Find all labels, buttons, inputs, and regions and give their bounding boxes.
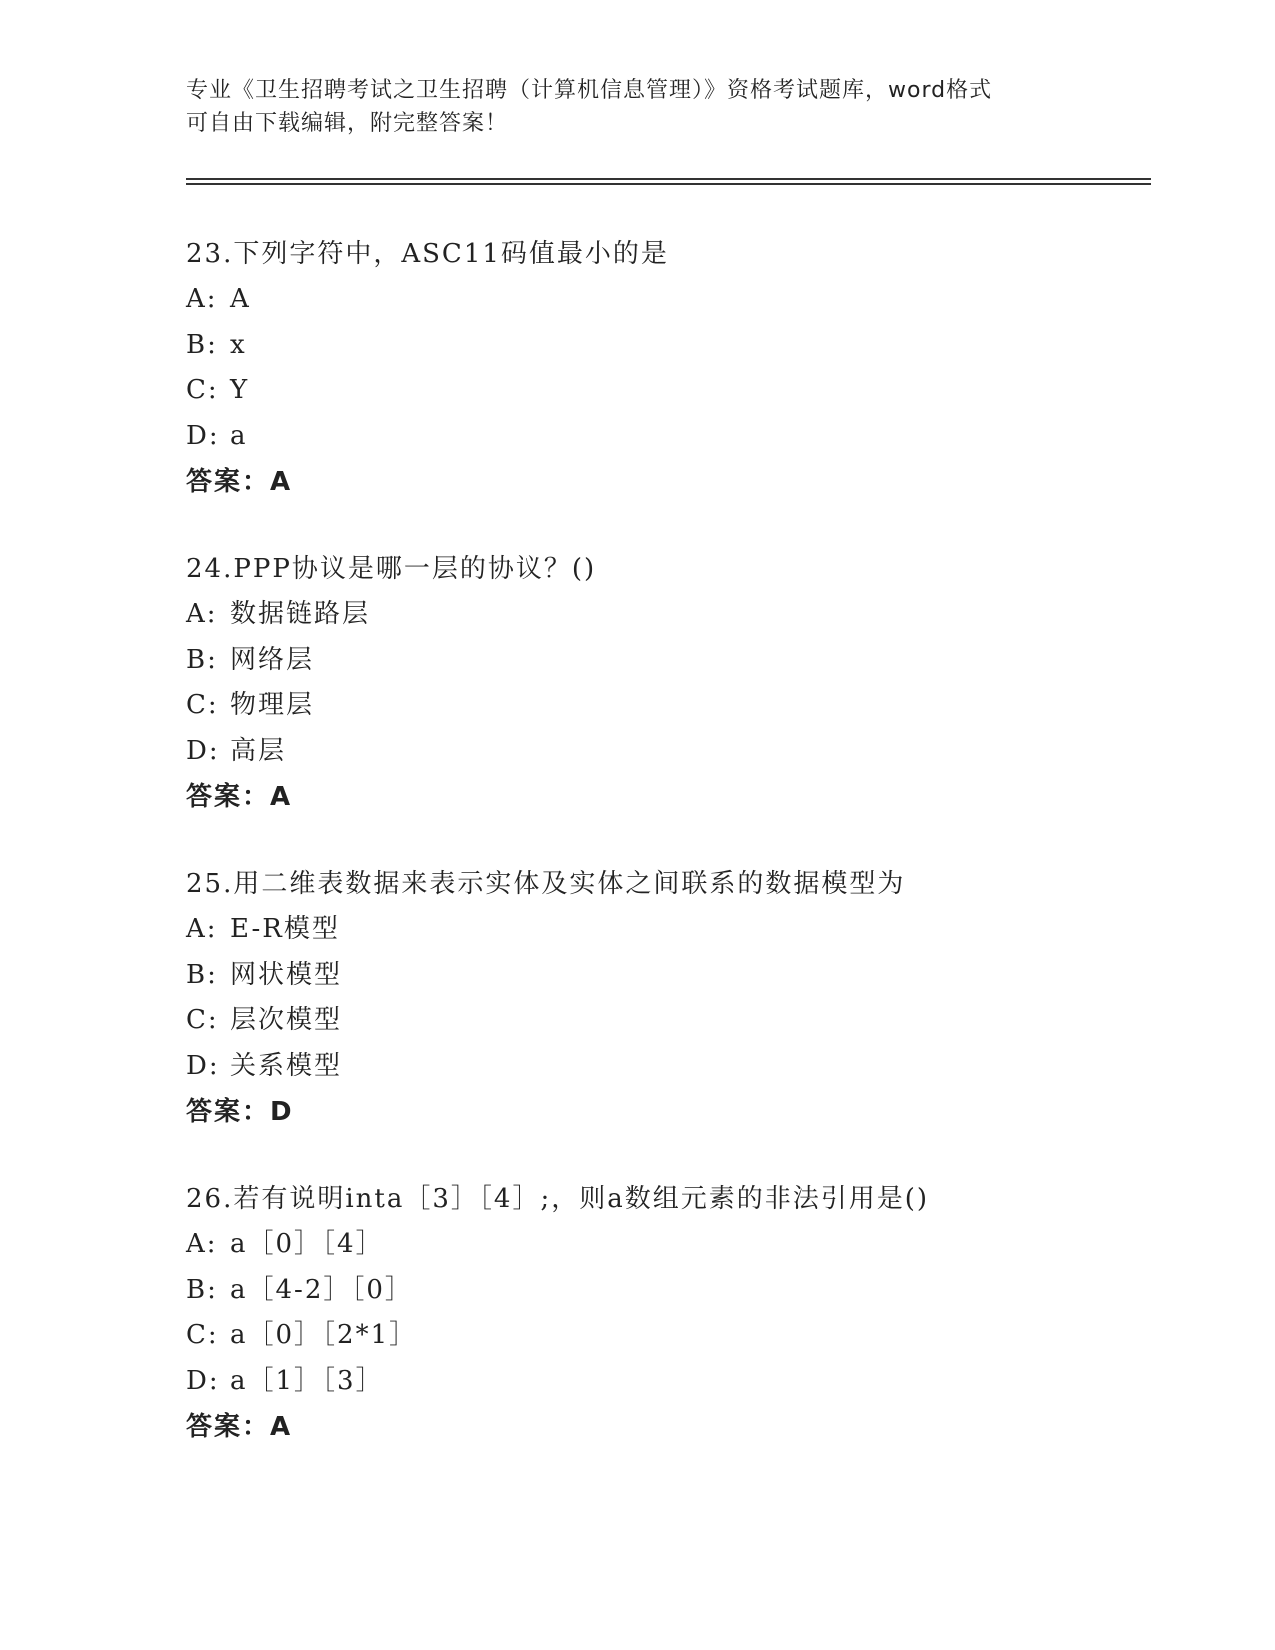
option-letter: D:: [186, 420, 220, 451]
header-divider-top: [186, 178, 1151, 180]
option-letter: D:: [186, 1050, 220, 1081]
option-letter: B:: [186, 644, 218, 675]
option-letter: D:: [186, 1365, 220, 1396]
answer-label: 答案：A: [186, 782, 293, 812]
option-text: 网络层: [230, 644, 315, 675]
option-text: E-R模型: [230, 914, 340, 944]
option-letter: B:: [186, 959, 218, 990]
answer-label: 答案：A: [186, 467, 293, 497]
option-c: [186, 1313, 1146, 1359]
option-letter: A:: [186, 914, 218, 944]
option-letter: C:: [186, 1005, 219, 1035]
option-text: a［0］［2*1］: [230, 1320, 418, 1350]
option-c: [186, 998, 1146, 1044]
option-text: a: [230, 420, 248, 451]
header-line-2: 可自由下载编辑，附完整答案！: [186, 111, 509, 136]
option-text: x: [230, 329, 247, 360]
option-letter: A:: [186, 284, 218, 314]
option-c: [186, 683, 1146, 729]
option-text: a［1］［3］: [230, 1365, 384, 1396]
question-stem: 24.PPP协议是哪一层的协议？(): [186, 554, 597, 584]
answer-label: 答案：A: [186, 1412, 293, 1442]
question-stem: 23.下列字符中，ASC11码值最小的是: [186, 239, 669, 269]
option-text: 高层: [230, 735, 287, 766]
option-letter: A:: [186, 1229, 218, 1259]
option-letter: B:: [186, 329, 218, 360]
option-a: [186, 277, 1146, 323]
option-text: 物理层: [230, 690, 315, 720]
option-b: [186, 638, 1146, 684]
option-c: [186, 368, 1146, 414]
header-line-1: 专业《卫生招聘考试之卫生招聘（计算机信息管理）》资格考试题库，word格式: [186, 78, 993, 103]
option-letter: C:: [186, 375, 219, 405]
option-text: A: [230, 284, 251, 314]
option-b: [186, 953, 1146, 999]
question-stem: 26.若有说明inta［3］［4］;，则a数组元素的非法引用是(): [186, 1184, 929, 1214]
option-letter: D:: [186, 735, 220, 766]
option-letter: C:: [186, 690, 219, 720]
question-24: [186, 546, 1146, 820]
option-b: [186, 323, 1146, 369]
option-text: 网状模型: [230, 959, 343, 990]
option-text: Y: [230, 375, 250, 405]
question-23: [186, 231, 1146, 505]
option-text: 层次模型: [230, 1005, 343, 1035]
question-stem: 25.用二维表数据来表示实体及实体之间联系的数据模型为: [186, 869, 906, 899]
option-text: a［0］［4］: [230, 1229, 384, 1259]
option-letter: C:: [186, 1320, 219, 1350]
option-b: [186, 1268, 1146, 1314]
header-divider-bottom: [186, 183, 1151, 185]
option-a: [186, 592, 1146, 638]
option-d: [186, 1359, 1146, 1405]
option-a: [186, 1222, 1146, 1268]
option-text: 数据链路层: [230, 599, 371, 629]
question-25: [186, 861, 1146, 1135]
option-d: [186, 1044, 1146, 1090]
option-letter: A:: [186, 599, 218, 629]
option-text: 关系模型: [230, 1050, 343, 1081]
question-26: [186, 1176, 1146, 1450]
option-d: [186, 729, 1146, 775]
option-d: [186, 414, 1146, 460]
document-header: [186, 74, 1086, 140]
option-a: [186, 907, 1146, 953]
option-text: a［4-2］［0］: [230, 1274, 413, 1305]
answer-label: 答案：D: [186, 1097, 294, 1127]
option-letter: B:: [186, 1274, 218, 1305]
